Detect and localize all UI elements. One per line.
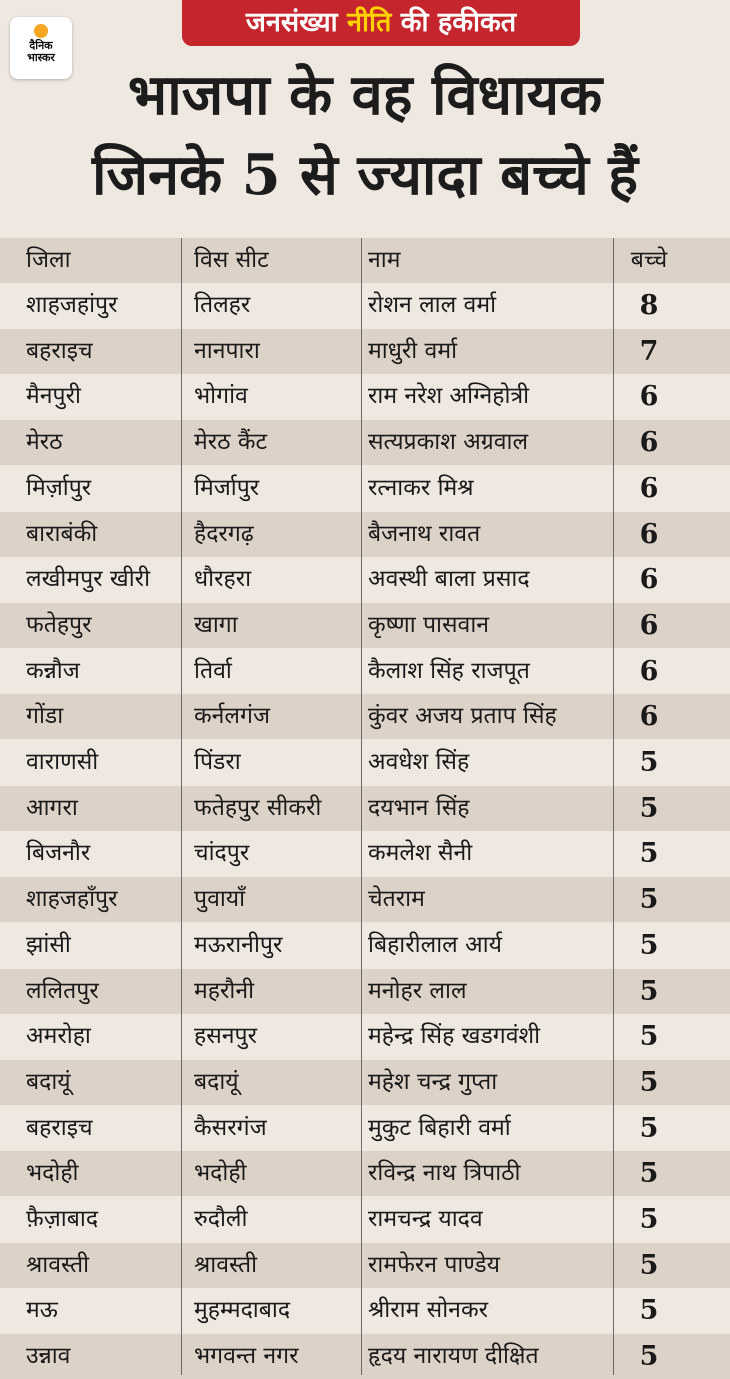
cell-district: गोंडा — [26, 703, 64, 730]
cell-children: 6 — [639, 609, 659, 641]
cell-district: श्रावस्ती — [26, 1251, 90, 1278]
cell-name: महेश चन्द्र गुप्ता — [368, 1068, 498, 1095]
cell-district: बहराइच — [26, 337, 93, 364]
cell-district: फतेहपुर — [26, 611, 92, 638]
table-row — [0, 831, 730, 876]
cell-children: 6 — [639, 472, 659, 504]
cell-assembly-seat: हसनपुर — [194, 1023, 257, 1050]
cell-district: ललितपुर — [26, 977, 99, 1004]
cell-assembly-seat: मुहम्मदाबाद — [194, 1297, 291, 1324]
cell-name: बैजनाथ रावत — [368, 520, 481, 547]
column-divider — [361, 238, 362, 1375]
logo-text-line2: भास्कर — [27, 51, 55, 64]
topic-tag-part1: जनसंख्या — [245, 7, 347, 38]
cell-assembly-seat: तिर्वा — [194, 657, 232, 684]
cell-district: भदोही — [26, 1160, 79, 1187]
cell-district: लखीमपुर खीरी — [26, 566, 151, 593]
cell-name: कमलेश सैनी — [368, 840, 473, 867]
cell-district: बिजनौर — [26, 840, 91, 867]
table-row — [0, 1243, 730, 1288]
cell-children: 5 — [639, 1158, 659, 1190]
cell-name: रविन्द्र नाथ त्रिपाठी — [368, 1160, 521, 1187]
table-row — [0, 466, 730, 511]
cell-district: शाहजहांपुर — [26, 292, 118, 318]
cell-name: अवस्थी बाला प्रसाद — [368, 566, 530, 593]
cell-children: 5 — [639, 884, 659, 916]
cell-assembly-seat: भदोही — [194, 1160, 247, 1187]
headline-line2: जिनके 5 से ज्यादा बच्चे हैं — [91, 142, 639, 208]
cell-district: झांसी — [26, 931, 71, 958]
cell-assembly-seat: बदायूं — [194, 1068, 239, 1095]
header-district: जिला — [26, 247, 71, 273]
cell-assembly-seat: खागा — [194, 611, 238, 638]
cell-name: राम नरेश अग्निहोत्री — [368, 383, 530, 410]
logo-text-line1: दैनिक — [29, 39, 53, 52]
cell-name: कृष्णा पासवान — [368, 611, 490, 638]
cell-name: दयभान सिंह — [368, 794, 470, 821]
table-row — [0, 557, 730, 602]
cell-assembly-seat: हैदरगढ़ — [194, 520, 254, 547]
cell-name: हृदय नारायण दीक्षित — [368, 1343, 539, 1370]
cell-children: 8 — [639, 290, 659, 321]
cell-children: 6 — [639, 564, 659, 596]
cell-children: 6 — [639, 655, 659, 687]
cell-district: बहराइच — [26, 1114, 93, 1141]
table-row — [0, 969, 730, 1014]
cell-assembly-seat: महरौनी — [194, 977, 255, 1004]
cell-children: 6 — [639, 381, 659, 413]
cell-children: 6 — [639, 518, 659, 550]
cell-assembly-seat: रुदौली — [194, 1206, 248, 1232]
table-row — [0, 1151, 730, 1196]
table-row — [0, 694, 730, 739]
cell-name: अवधेश सिंह — [368, 749, 470, 775]
cell-assembly-seat: पुवायाँ — [194, 886, 246, 913]
cell-children: 5 — [639, 929, 659, 961]
mla-children-table — [0, 238, 730, 1375]
table-row — [0, 374, 730, 419]
cell-district: मेरठ — [26, 429, 63, 456]
table-row — [0, 786, 730, 831]
table-row — [0, 1060, 730, 1105]
headline-line1: भाजपा के वह विधायक — [127, 62, 603, 128]
table-row — [0, 1197, 730, 1242]
cell-children: 5 — [639, 792, 659, 824]
cell-children: 5 — [639, 1204, 659, 1235]
cell-assembly-seat: श्रावस्ती — [194, 1251, 258, 1278]
cell-name: कैलाश सिंह राजपूत — [368, 657, 530, 684]
table-row — [0, 1334, 730, 1379]
cell-district: उन्नाव — [26, 1343, 71, 1370]
header-children: बच्चे — [630, 247, 668, 273]
cell-district: आगरा — [26, 794, 78, 821]
cell-assembly-seat: कैसरगंज — [194, 1114, 267, 1141]
cell-children: 5 — [639, 1341, 659, 1373]
cell-name: मनोहर लाल — [368, 977, 467, 1004]
header-name: नाम — [368, 247, 401, 273]
topic-tag — [182, 0, 580, 46]
cell-assembly-seat: कर्नलगंज — [194, 703, 271, 730]
header-assembly-seat: विस सीट — [194, 247, 269, 273]
cell-district: मिर्ज़ापुर — [26, 474, 92, 501]
cell-district: मऊ — [26, 1297, 58, 1324]
table-row — [0, 420, 730, 465]
cell-district: बाराबंकी — [26, 520, 98, 547]
cell-assembly-seat: धौरहरा — [194, 566, 252, 593]
table-row — [0, 329, 730, 374]
column-divider — [613, 238, 614, 1375]
cell-children: 5 — [639, 1295, 659, 1327]
cell-assembly-seat: मिर्जापुर — [194, 474, 260, 501]
cell-children: 5 — [639, 1249, 659, 1281]
cell-assembly-seat: चांदपुर — [194, 840, 250, 867]
table-row — [0, 649, 730, 694]
cell-assembly-seat: मऊरानीपुर — [194, 931, 283, 958]
topic-tag-part2: की हकीकत — [391, 7, 517, 38]
cell-children: 5 — [639, 1066, 659, 1098]
table-row — [0, 1106, 730, 1151]
table-header-row — [0, 238, 730, 283]
cell-name: श्रीराम सोनकर — [368, 1297, 489, 1324]
cell-name: महेन्द्र सिंह खडगवंशी — [368, 1023, 541, 1050]
cell-children: 5 — [639, 838, 659, 870]
table-row — [0, 512, 730, 557]
cell-district: शाहजहाँपुर — [26, 886, 118, 913]
cell-assembly-seat: तिलहर — [194, 292, 251, 318]
cell-name: सत्यप्रकाश अग्रवाल — [368, 429, 529, 456]
cell-name: रामफेरन पाण्डेय — [368, 1251, 500, 1278]
cell-name: रामचन्द्र यादव — [368, 1206, 483, 1232]
cell-district: बदायूं — [26, 1068, 71, 1095]
table-row — [0, 877, 730, 922]
cell-children: 5 — [639, 747, 659, 778]
table-row — [0, 1288, 730, 1333]
cell-assembly-seat: भगवन्त नगर — [194, 1343, 299, 1370]
cell-assembly-seat: फतेहपुर सीकरी — [194, 794, 322, 821]
table-row — [0, 740, 730, 785]
cell-name: रत्नाकर मिश्र — [368, 474, 474, 501]
cell-children: 5 — [639, 1021, 659, 1053]
cell-name: चेतराम — [368, 886, 425, 913]
cell-children: 5 — [639, 975, 659, 1007]
table-row — [0, 923, 730, 968]
cell-children: 6 — [639, 427, 659, 459]
cell-district: फ़ैज़ाबाद — [26, 1206, 99, 1232]
cell-name: कुंवर अजय प्रताप सिंह — [368, 703, 557, 730]
cell-assembly-seat: पिंडरा — [194, 749, 241, 775]
cell-assembly-seat: मेरठ कैंट — [194, 429, 268, 456]
cell-name: माधुरी वर्मा — [368, 337, 458, 364]
cell-district: वाराणसी — [26, 749, 99, 775]
cell-assembly-seat: भोगांव — [194, 383, 248, 410]
sun-logo-icon — [34, 24, 48, 38]
cell-assembly-seat: नानपारा — [194, 337, 260, 364]
cell-children: 6 — [639, 701, 659, 733]
cell-name: मुकुट बिहारी वर्मा — [368, 1114, 511, 1141]
cell-name: रोशन लाल वर्मा — [368, 292, 497, 318]
table-row — [0, 603, 730, 648]
topic-tag-highlight: नीति — [347, 7, 392, 38]
table-row — [0, 283, 730, 328]
cell-district: अमरोहा — [26, 1023, 91, 1050]
table-row — [0, 1014, 730, 1059]
cell-district: मैनपुरी — [26, 383, 81, 410]
column-divider — [181, 238, 182, 1375]
cell-children: 7 — [639, 335, 659, 367]
cell-children: 5 — [639, 1112, 659, 1144]
cell-district: कन्नौज — [26, 657, 80, 684]
cell-name: बिहारीलाल आर्य — [368, 931, 502, 958]
